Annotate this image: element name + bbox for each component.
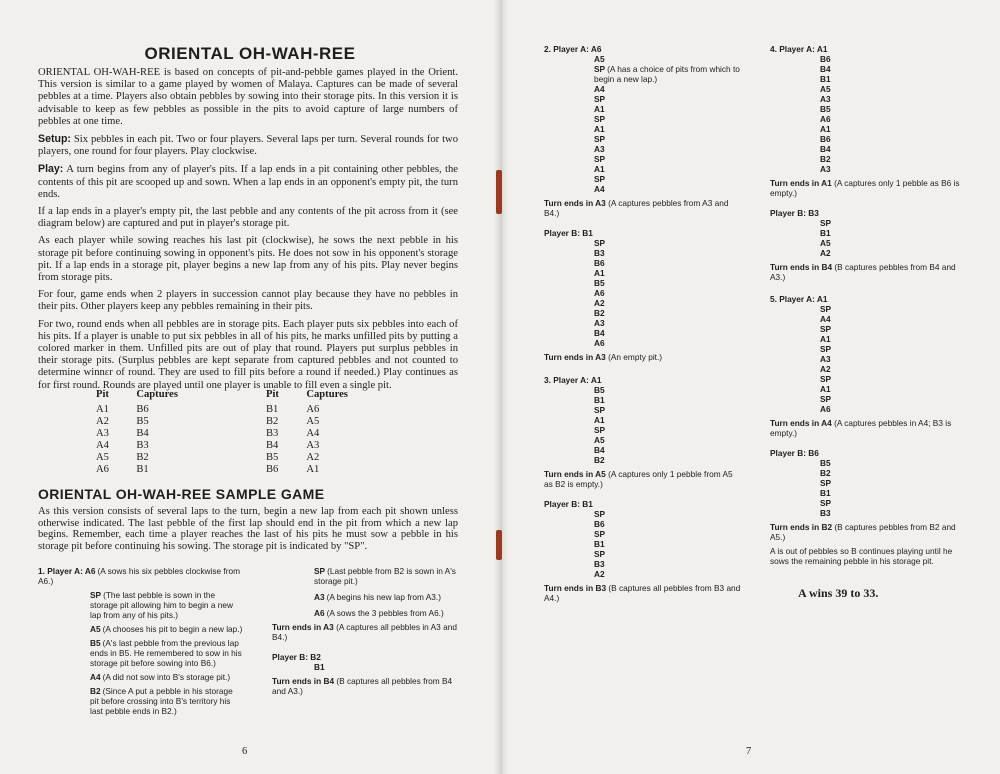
move-entry: [770, 144, 966, 154]
right-page: [508, 0, 1000, 774]
table-row: [96, 416, 436, 428]
turn-end-lead: Turn ends in B4: [770, 262, 833, 272]
move-pit: B5: [820, 458, 831, 468]
move-entry: [770, 384, 966, 394]
table-row: [96, 440, 436, 452]
table-cell: A6: [306, 404, 320, 415]
table-cell: B4: [136, 428, 149, 439]
paragraph-lead: Play:: [38, 163, 64, 176]
move-entry: [272, 608, 462, 618]
paragraph-lead: Setup:: [38, 133, 71, 146]
table-row: [96, 464, 436, 476]
move-entry: [544, 435, 742, 445]
move-entry: [544, 549, 742, 559]
move-pit: SP: [594, 405, 606, 415]
move-entry: [544, 94, 742, 104]
move-pit: SP: [820, 304, 832, 314]
game-header: 2. Player A: A6: [544, 44, 602, 54]
move-pit: A1: [820, 124, 831, 134]
move-entry: [770, 64, 966, 74]
move-pit: A1: [820, 384, 831, 394]
table-cell: A1: [306, 464, 320, 475]
table-header: Captures: [306, 389, 348, 400]
move-pit: A6: [314, 608, 325, 618]
turn-end-lead: Turn ends in A4: [770, 418, 832, 428]
move-pit: A3: [594, 318, 605, 328]
move-entry: [544, 144, 742, 154]
move-pit: A1: [594, 268, 605, 278]
move-entry: [544, 298, 742, 308]
move-entry: [770, 84, 966, 94]
game-header: 5. Player A: A1: [770, 294, 828, 304]
game-header: [38, 566, 243, 586]
move-entry: [544, 258, 742, 268]
move-pit: A6: [820, 114, 831, 124]
move-entry: [544, 154, 742, 164]
move-pit: B1: [594, 539, 605, 549]
move-pit: B3: [820, 508, 831, 518]
move-note: (Since A put a pebble in his storage pit before crossing into B's territory his last pebble ends in B2.): [90, 686, 233, 716]
move-pit: A2: [594, 298, 605, 308]
table-cell: B6: [265, 464, 279, 475]
turn-end-lead: Turn ends in A5: [544, 469, 606, 479]
move-pit: A5: [820, 238, 831, 248]
move-entry: [544, 559, 742, 569]
paragraph-text: As each player while sowing reaches his last pit (clockwise), he sows the next pebble in his storage pit before continuing sowing in opponent's pits. He does not sow in his opponent's storage pit. If a lap ends in a storage pit, player begins a new lap from any of his pits. Play never begins from storage pits.: [38, 235, 458, 284]
move-pit: A5: [90, 624, 101, 634]
move-note: (A has a choice of pits from which to begin a new lap.): [594, 64, 740, 84]
move-entry: [544, 509, 742, 519]
rules-paragraph: [38, 206, 458, 230]
turn-end-lead: Turn ends in A1: [770, 178, 832, 188]
move-pit: A1: [820, 334, 831, 344]
game-result: A wins 39 to 33.: [798, 586, 879, 600]
move-entry: [770, 104, 966, 114]
turn-end-lead: Turn ends in B4: [272, 676, 335, 686]
page-title: ORIENTAL OH-WAH-REE: [144, 44, 356, 63]
game-1-column-1: [38, 566, 243, 716]
move-entry: [770, 238, 966, 248]
table-cell: B6: [136, 404, 149, 415]
move-note: (Last pebble from B2 is sown in A's storage pit.): [314, 566, 456, 586]
move-entry: [770, 324, 966, 334]
game-5: [770, 294, 966, 566]
move-pit: A3: [820, 354, 831, 364]
table-header: Pit: [96, 389, 109, 400]
table-cell: B3: [265, 428, 279, 439]
move-entry: [770, 164, 966, 174]
table-cell: A6: [96, 464, 109, 475]
paragraph-text: ORIENTAL OH-WAH-REE is based on concepts of pit-and-pebble games played in the Orient. This version is similar to a game played by women of Malaya. Captures can be made of several pebbles at a time. Players also obtain pebbles by sowing into their storage pits. In this version it is advisable to keep as few pebbles as possible in the pits to avoid capture of large numbers of pebbles at one time.: [38, 67, 458, 127]
sample-game-intro: As this version consists of several laps to the turn, begin a new lap from each pit shown unless otherwise indicated. The last pebble of the first lap should end in the pit from which a new lap begins. Remember, each time a player reaches the last of his pits he must sow a pebble in his storage pit before continuing his sowing. The storage pit is indicated by "SP".: [38, 506, 458, 552]
rules-text: [38, 67, 458, 397]
move-pit: B4: [820, 64, 831, 74]
move-entry: [770, 508, 966, 518]
move-entry: [544, 104, 742, 114]
move-pit: A3: [820, 94, 831, 104]
move-entry: [770, 374, 966, 384]
closing-note: A is out of pebbles so B continues playing until he sows the remaining pebble in his storage pit.: [770, 546, 953, 566]
rules-paragraph: [38, 235, 458, 284]
move-pit: B5: [594, 278, 605, 288]
move-pit: SP: [594, 134, 606, 144]
move-pit: B1: [820, 74, 831, 84]
rules-paragraph: [38, 67, 458, 128]
move-pit: A6: [594, 288, 605, 298]
staple-top: [496, 170, 502, 214]
game-2: [544, 44, 742, 362]
table-cell: B1: [265, 404, 279, 415]
move-note: (A sows his six pebbles clockwise from A6.): [38, 566, 240, 586]
move-entry: [544, 328, 742, 338]
move-entry: [544, 288, 742, 298]
turn-end-lead: Turn ends in B3: [544, 583, 607, 593]
move-pit: A1: [594, 164, 605, 174]
move-entry: [544, 278, 742, 288]
move-entry: [544, 455, 742, 465]
turn-end: [272, 676, 462, 696]
move-pit: SP: [594, 238, 606, 248]
move-entry: [770, 304, 966, 314]
move-entry: [770, 218, 966, 228]
page-number-right: 7: [746, 746, 752, 757]
move-note: (A's last pebble from the previous lap ends in B5. He remembered to sow in his storage pit before sowing into B6.): [90, 638, 242, 668]
move-entry: [544, 184, 742, 194]
move-pit: A6: [594, 338, 605, 348]
move-entry: [770, 394, 966, 404]
player-b-label: Player B: B1: [544, 228, 593, 238]
move-pit: B6: [820, 54, 831, 64]
turn-end-lead: Turn ends in A3: [544, 198, 606, 208]
move-entry: [544, 174, 742, 184]
move-pit: A2: [820, 364, 831, 374]
move-note: (A chooses his pit to begin a new lap.): [102, 624, 243, 634]
move-pit: A4: [594, 184, 605, 194]
move-pit: A1: [594, 104, 605, 114]
table-cell: A4: [306, 428, 320, 439]
capture-table: [96, 389, 436, 476]
move-entry: [544, 338, 742, 348]
move-pit: A1: [594, 124, 605, 134]
move-pit: A6: [84, 566, 96, 576]
turn-end: [544, 198, 742, 218]
move-pit: A3: [594, 144, 605, 154]
paragraph-text: For two, round ends when all pebbles are in storage pits. Each player puts six pebbles into each of his pits. If a player is unable to put six pebbles in all of his pits, he marks unfilled pits by putting a colored marker in them. Unfilled pits are out of play that round. Players put surplus pebbles in their storage pits. (Surplus pebbles are kept separate from captured pebbles and not counted to determine winnεr of round. They are used to fill pits before a round if needed.) Play continues as for first round. Rounds are played until one player is unable to fill even a single pit.: [38, 318, 458, 391]
move-entry: [770, 114, 966, 124]
turn-end-note: (B captures all pebbles from B4 and A3.): [272, 676, 453, 696]
move-pit: A4: [90, 672, 101, 682]
move-note: (A did not sow into B's storage pit.): [102, 672, 231, 682]
table-cell: A5: [306, 416, 320, 427]
move-pit: B5: [820, 104, 831, 114]
move-pit: B4: [820, 144, 831, 154]
move-entry: [770, 154, 966, 164]
turn-end: [770, 418, 966, 438]
move-entry: [544, 134, 742, 144]
move-entry: [770, 228, 966, 238]
turn-end-note: (B captures pebbles from B4 and A3.): [770, 262, 956, 282]
player-label: 1. Player A:: [38, 566, 83, 576]
move-entry: [770, 54, 966, 64]
turn-end-note: (A captures all pebbles in A3 and B4.): [272, 622, 457, 642]
turn-end: [544, 469, 742, 489]
move-pit: B2: [820, 468, 831, 478]
turn-end: [544, 352, 742, 362]
left-page: [0, 0, 494, 774]
move-pit: B1: [820, 488, 831, 498]
rules-paragraph: [38, 319, 458, 392]
move-pit: B1: [820, 228, 831, 238]
move-entry: [544, 54, 742, 64]
move-pit: SP: [594, 114, 606, 124]
move-entry: [544, 268, 742, 278]
move-entry: [544, 318, 742, 328]
move-pit: SP: [594, 549, 606, 559]
rules-paragraph: [38, 163, 458, 201]
move-entry: [770, 478, 966, 488]
move-entry: [770, 458, 966, 468]
turn-end-note: (A captures pebbles from A3 and B4.): [544, 198, 729, 218]
staple-bottom: [496, 530, 502, 560]
move-pit: B4: [594, 445, 605, 455]
turn-end-note: (A captures pebbles in A4; B3 is empty.): [770, 418, 952, 438]
move-pit: SP: [820, 344, 832, 354]
turn-end-note: (B captures pebbles from B2 and A5.): [770, 522, 956, 542]
table-cell: A2: [306, 452, 320, 463]
move-entry: [544, 425, 742, 435]
move-entry: [544, 114, 742, 124]
table-cell: B4: [265, 440, 279, 451]
move-pit: B5: [594, 385, 605, 395]
move-pit: B2: [90, 686, 101, 696]
move-entry: [544, 124, 742, 134]
move-entry: [544, 164, 742, 174]
table-cell: B5: [265, 452, 279, 463]
move-entry: [544, 529, 742, 539]
move-pit: A3: [314, 592, 325, 602]
turn-end-note: (A captures only 1 pebble as B6 is empty.): [770, 178, 960, 198]
move-entry: [544, 445, 742, 455]
move-entry: [544, 395, 742, 405]
move-entry: [38, 624, 243, 634]
move-note: (The last pebble is sown in the storage pit allowing him to begin a new lap from any of his pits.): [90, 590, 233, 620]
move-pit: SP: [314, 566, 326, 576]
move-pit: B2: [820, 154, 831, 164]
move-entry: [544, 569, 742, 579]
game-header: 4. Player A: A1: [770, 44, 828, 54]
move-pit: A5: [594, 54, 605, 64]
player-b-label: Player B: B1: [544, 499, 593, 509]
table-cell: B5: [136, 416, 149, 427]
move-pit: SP: [820, 218, 832, 228]
move-entry: [770, 334, 966, 344]
table-cell: A3: [96, 428, 109, 439]
move-pit: B1: [594, 395, 605, 405]
move-pit: SP: [594, 154, 606, 164]
move-pit: SP: [594, 94, 606, 104]
table-row: [96, 452, 436, 464]
table-cell: A5: [96, 452, 109, 463]
move-pit: A5: [820, 84, 831, 94]
game-4: [770, 44, 966, 282]
move-entry: [770, 94, 966, 104]
paragraph-text: A turn begins from any of player's pits. If a lap ends in a pit containing other pebbles, the contents of this pit are scooped up and sown. When a lap ends in an opponent's empty pit, the turn ends.: [38, 164, 458, 200]
move-pit: B6: [594, 258, 605, 268]
move-entry: [544, 539, 742, 549]
move-entry: [770, 248, 966, 258]
move-entry: [544, 308, 742, 318]
turn-end: [770, 178, 966, 198]
move-entry: [544, 84, 742, 94]
turn-end-note: (An empty pit.): [605, 352, 663, 362]
player-b-label: Player B: B3: [770, 208, 819, 218]
move-pit: A2: [594, 569, 605, 579]
table-cell: B2: [265, 416, 279, 427]
move-pit: B5: [90, 638, 101, 648]
game-header: 3. Player A: A1: [544, 375, 602, 385]
paragraph-text: If a lap ends in a player's empty pit, the last pebble and any contents of the pit across from it (see diagram below) are captured and put in player's storage pit.: [38, 206, 458, 230]
move-pit: SP: [594, 529, 606, 539]
sample-game-title: ORIENTAL OH-WAH-REE SAMPLE GAME: [38, 486, 325, 502]
move-entry: [544, 519, 742, 529]
table-cell: A2: [96, 416, 109, 427]
move-note: (A begins his new lap from A3.): [326, 592, 441, 602]
move-pit: SP: [594, 425, 606, 435]
move-pit: B3: [594, 559, 605, 569]
paragraph-text: Six pebbles in each pit. Two or four players. Several laps per turn. Several rounds for two players, one round for four players. Play clockwise.: [38, 134, 458, 158]
move-entry: [770, 134, 966, 144]
move-pit: SP: [594, 174, 606, 184]
move-pit: A5: [594, 435, 605, 445]
move-entry: [272, 662, 462, 672]
table-cell: A3: [306, 440, 320, 451]
paragraph-text: For four, game ends when 2 players in succession cannot play because they have no pebbles in their pits. Other players keep any pebbles remaining in their pits.: [38, 289, 458, 313]
turn-end: [770, 262, 966, 282]
move-pit: SP: [820, 324, 832, 334]
player-b-label: Player B: B2: [272, 652, 321, 662]
move-pit: B2: [594, 308, 605, 318]
move-entry: [38, 686, 243, 716]
turn-end: [770, 522, 966, 542]
binding-gutter: [494, 0, 508, 774]
turn-end-note: (A captures only 1 pebble from A5 as B2 is empty.): [544, 469, 733, 489]
move-entry: [544, 385, 742, 395]
move-entry: [272, 592, 462, 602]
player-b-label: Player B: B6: [770, 448, 819, 458]
game-3: [544, 375, 742, 603]
move-pit: B6: [820, 134, 831, 144]
turn-end-lead: Turn ends in A3: [544, 352, 606, 362]
move-entry: [770, 488, 966, 498]
move-entry: [770, 404, 966, 414]
move-entry: [770, 314, 966, 324]
move-pit: B1: [314, 662, 325, 672]
table-cell: A1: [96, 404, 109, 415]
move-pit: A4: [820, 314, 831, 324]
move-pit: A4: [594, 84, 605, 94]
move-entry: [770, 74, 966, 84]
move-pit: A2: [820, 248, 831, 258]
move-pit: SP: [594, 64, 606, 74]
move-pit: B6: [594, 519, 605, 529]
page-number-left: 6: [242, 746, 248, 757]
move-pit: B4: [594, 328, 605, 338]
move-pit: SP: [820, 498, 832, 508]
table-header: Pit: [265, 389, 279, 400]
table-header: Captures: [136, 389, 178, 400]
move-pit: B3: [594, 248, 605, 258]
move-entry: [770, 498, 966, 508]
move-entry: [544, 415, 742, 425]
move-note: (A sows the 3 pebbles from A6.): [326, 608, 444, 618]
table-cell: A4: [96, 440, 109, 451]
game-1-column-2: [272, 566, 462, 696]
rules-paragraph: [38, 289, 458, 313]
turn-end-lead: Turn ends in A3: [272, 622, 334, 632]
move-pit: A6: [820, 404, 831, 414]
turn-end-note: (B captures all pebbles from B3 and A4.): [544, 583, 741, 603]
move-entry: [770, 364, 966, 374]
move-pit: SP: [90, 590, 102, 600]
turn-end: [272, 622, 462, 642]
move-entry: [770, 344, 966, 354]
turn-end: [544, 583, 742, 603]
move-pit: A1: [594, 415, 605, 425]
table-cell: B2: [136, 452, 149, 463]
move-entry: [38, 672, 243, 682]
table-cell: B1: [136, 464, 149, 475]
move-entry: [272, 566, 462, 586]
move-pit: B2: [594, 455, 605, 465]
move-entry: [544, 248, 742, 258]
turn-end-lead: Turn ends in B2: [770, 522, 833, 532]
move-entry: [770, 354, 966, 364]
move-entry: [544, 64, 742, 84]
move-entry: [544, 405, 742, 415]
move-entry: [38, 638, 243, 668]
move-pit: SP: [820, 374, 832, 384]
rules-paragraph: [38, 133, 458, 158]
table-cell: B3: [136, 440, 149, 451]
move-entry: [770, 468, 966, 478]
move-entry: [544, 238, 742, 248]
move-entry: [770, 124, 966, 134]
move-pit: A3: [820, 164, 831, 174]
table-row: [96, 428, 436, 440]
move-pit: SP: [820, 394, 832, 404]
move-pit: SP: [594, 509, 606, 519]
move-pit: SP: [820, 478, 832, 488]
table-row: [96, 404, 436, 416]
move-entry: [38, 590, 243, 620]
